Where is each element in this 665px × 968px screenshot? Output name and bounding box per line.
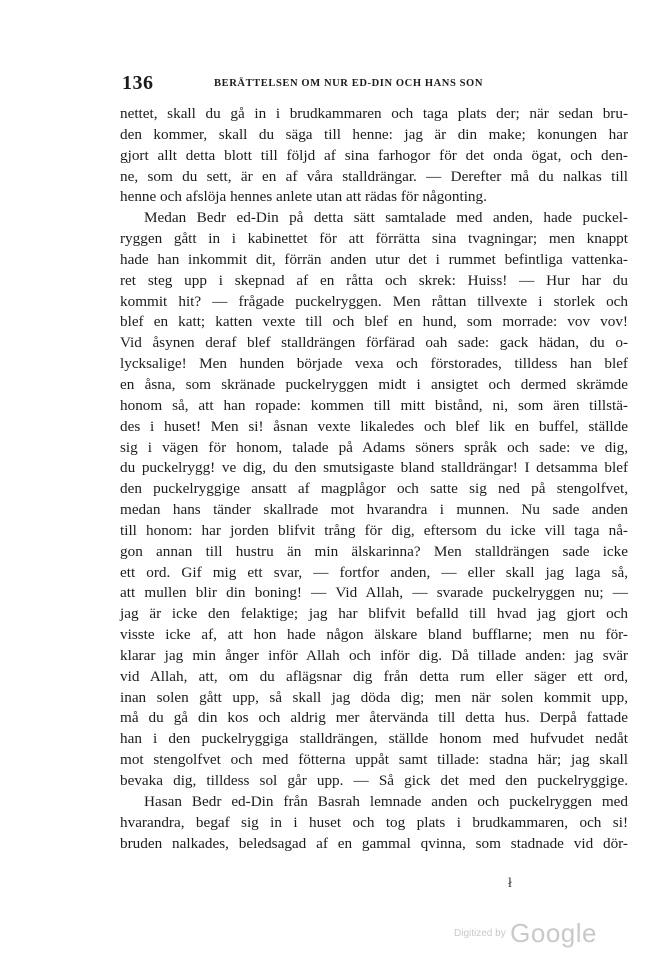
text-line: gjort allt detta blott till följd af sina farhogor för det onda ögat, och den- [120,146,628,164]
text-line: en åsna, som skränade puckelryggen midt i ansigtet och dermed skrämde [120,375,628,393]
stray-mark: ł [508,876,512,891]
text-line: lycksalige! Men hunden började vexa och förstorades, tilldess han blef [120,355,628,373]
text-line: des i huset! Men si! åsnan vexte likaledes och blef lik en buffel, ställde [120,417,628,435]
text-line: klarar jag min ånger inför Allah och inför dig. Då tillade anden: jag svär [120,646,628,664]
text-line: vid Allah, att, om du aflägsnar dig från detta rum eller säger ett ord, [120,667,628,685]
text-line: kommit hit? — frågade puckelryggen. Men råttan tillvexte i storlek och [120,292,628,310]
running-title: BERÄTTELSEN OM NUR ED-DIN OCH HANS SON [214,78,484,89]
text-line: den puckelryggige ansatt af magplågor och satte sig ned på stengolfvet, [120,480,628,498]
text-line: ret steg upp i skepnad af en råtta och skrek: Huiss! — Hur har du [120,271,628,289]
text-line: mot stengolfvet och med fötterna uppåt samt tillade: stadna här; jag skall [120,751,628,769]
text-line: jag är icke den felaktige; jag har blifvit befalld till hvad jag gjort och [120,605,628,623]
page-number: 136 [122,72,154,94]
text-line: inan solen gått upp, så skall jag döda dig; men när solen kommit upp, [120,688,628,706]
text-line: bruden nalkades, beledsagad af en gammal qvinna, som stadnade vid dör- [120,834,628,852]
text-line: visste icke af, att hon hade någon älskare bland bufflarne; men nu för- [120,626,628,644]
text-line: sig i vägen för honom, talade på Adams söners språk och sade: ve dig, [120,438,628,456]
watermark-brand: Google [510,918,597,948]
text-line: bevaka dig, tilldess sol går upp. — Så gick det med den puckelryggige. [120,772,628,789]
text-line: ne, som du sett, är en af våra stalldrängar. — Derefter må du nalkas till [120,167,628,185]
text-line: han i den puckelryggiga stalldrängen, ställde honom med hufvudet nedåt [120,730,628,748]
text-line: Hasan Bedr ed-Din från Basrah lemnade anden och puckelryggen med [144,792,628,810]
text-line: ryggen gått in i kabinettet för att förrätta sina tvagningar; men knappt [120,230,628,248]
text-line: må du gå din kos och aldrig mer återvända till detta hus. Derpå fattade [120,709,628,727]
text-line: gon annan till hustru än min älskarinna? Men stalldrängen sade icke [120,542,628,560]
text-line: den kommer, skall du säga till henne: jag är din make; konungen har [120,125,628,143]
text-line: henne och afslöja hennes anlete utan att rädas för någonting. [120,188,487,206]
text-line: blef en katt; katten vexte till och blef en hund, som morrade: vov vov! [120,313,628,331]
text-line: att mullen blir din boning! — Vid Allah, — svarade puckelryggen nu; — [120,584,628,602]
text-line: honom så, att han ropade: kommen till mitt bistånd, ni, som ären tillstä- [120,396,628,414]
watermark-prefix: Digitized by [454,928,506,939]
text-line: nettet, skall du gå in i brudkammaren och taga plats der; när sedan bru- [120,105,628,122]
text-line: Vid åsynen deraf blef stalldrängen förfärad oah sade: gack hädan, du o- [120,334,628,352]
text-line: ett ord. Gif mig ett svar, — fortfor anden, — eller skall jag laga så, [120,563,628,581]
text-line: du puckelrygg! ve dig, du den smutsigaste bland stalldrängar! I detsamma blef [120,459,628,477]
text-line: Medan Bedr ed-Din på detta sätt samtalade med anden, hade puckel- [144,209,628,227]
text-line: hade han inkommit dit, förrän anden utur det i rummet befintliga vattenka- [120,250,628,268]
body-text [120,104,628,854]
text-line: hvarandra, begaf sig in i huset och tog plats i brudkammaren, och si! [120,813,628,831]
digitized-watermark [454,918,597,949]
text-line: medan hans tänder skallrade mot hvarandra i munnen. Nu sade anden [120,501,628,519]
text-line: till honom: har jorden blifvit trång för dig, eftersom du icke vill taga nå- [120,521,628,539]
